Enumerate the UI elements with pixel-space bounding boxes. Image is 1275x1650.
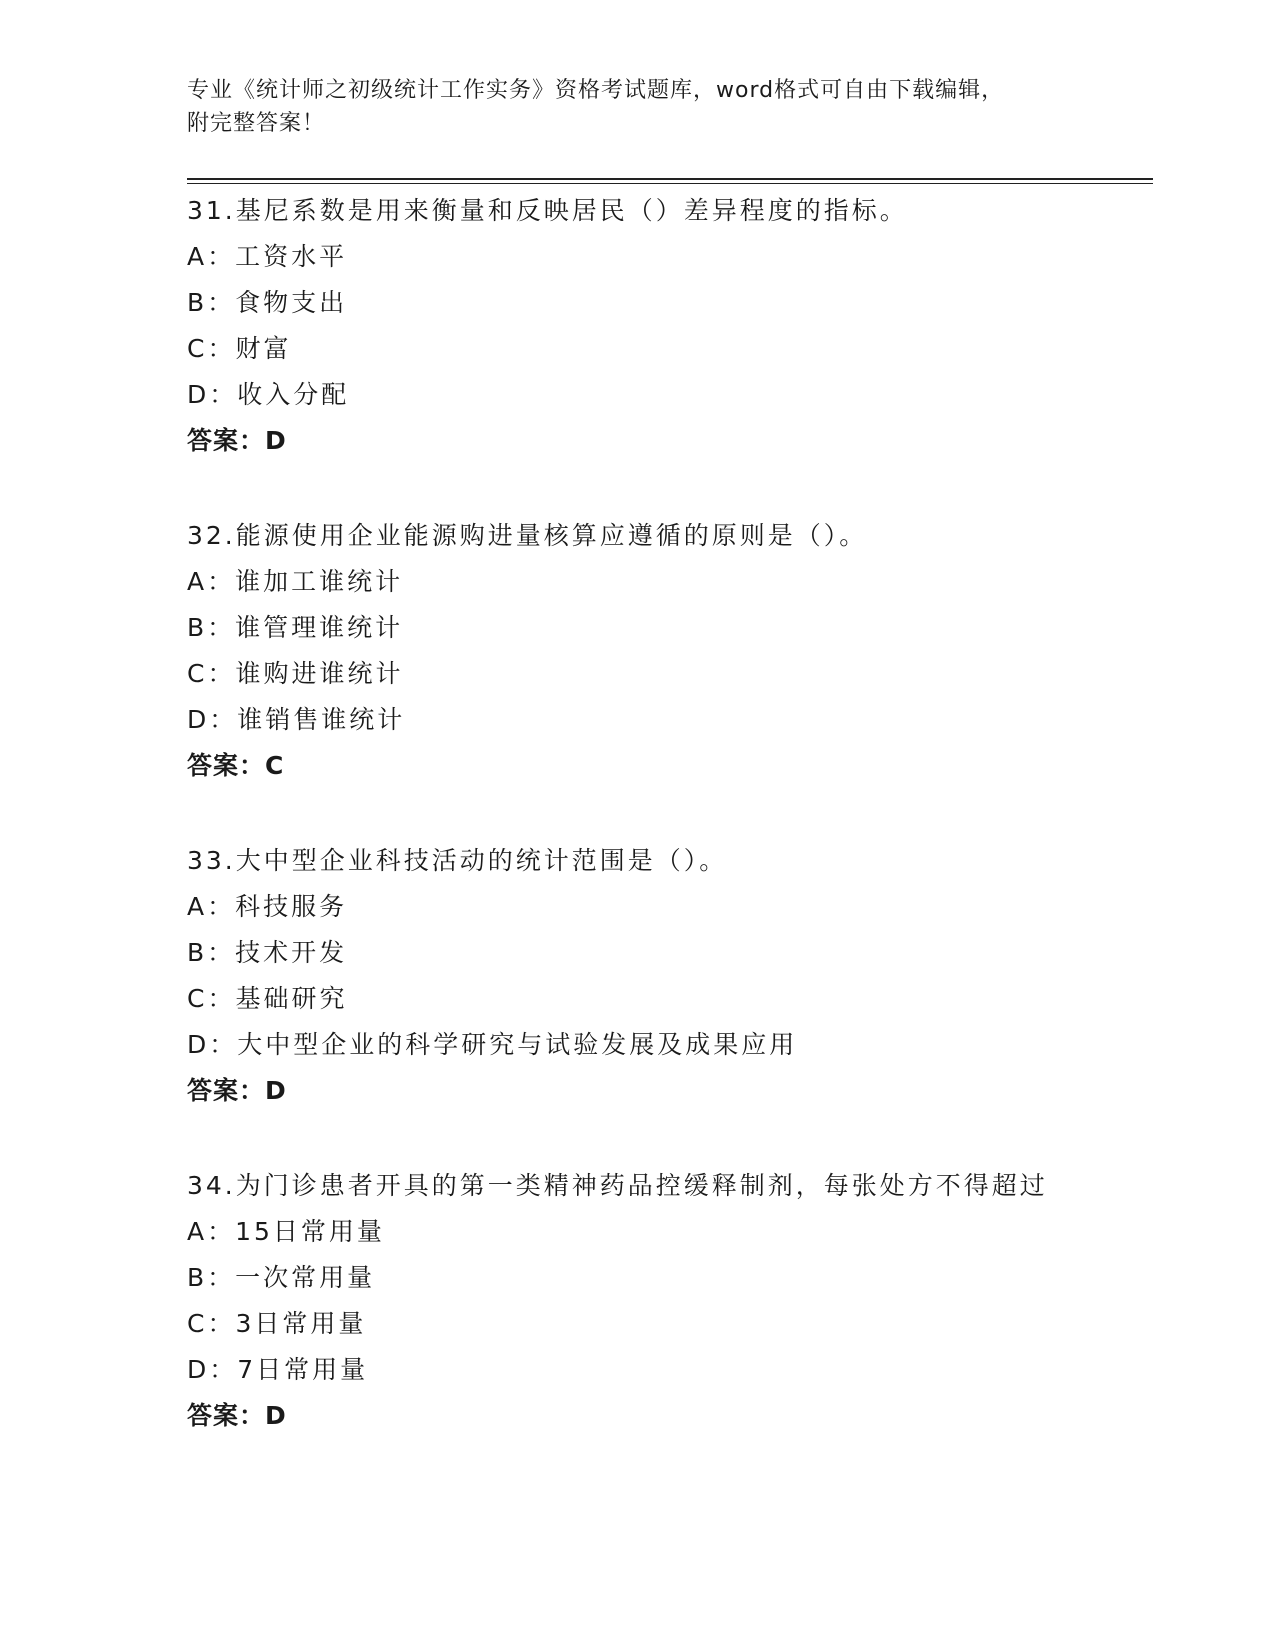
question-34 <box>187 1163 1187 1439</box>
option-b <box>187 930 1187 976</box>
option-key: A： <box>187 892 236 921</box>
option-key: D： <box>187 705 238 734</box>
option-text: 7日常用量 <box>237 1355 369 1384</box>
option-text: 工资水平 <box>235 242 348 271</box>
option-b <box>187 1255 1187 1301</box>
question-stem: 33.大中型企业科技活动的统计范围是（）。 <box>187 846 728 875</box>
option-key: A： <box>187 242 236 271</box>
option-text: 3日常用量 <box>235 1309 367 1338</box>
option-text: 谁销售谁统计 <box>237 705 406 734</box>
option-c <box>187 326 1187 372</box>
option-a <box>187 884 1187 930</box>
option-key: B： <box>187 938 236 967</box>
header-line-2: 附完整答案！ <box>187 111 326 136</box>
question-33 <box>187 838 1187 1114</box>
header-line-1: 专业《统计师之初级统计工作实务》资格考试题库，word格式可自由下载编辑， <box>187 78 1005 103</box>
option-key: C： <box>187 659 236 688</box>
option-text: 财富 <box>235 334 292 363</box>
option-text: 食物支出 <box>235 288 348 317</box>
option-c <box>187 651 1187 697</box>
option-key: D： <box>187 1030 238 1059</box>
option-a <box>187 1209 1187 1255</box>
answer: 答案：D <box>187 1076 287 1105</box>
option-key: C： <box>187 1309 236 1338</box>
question-32 <box>187 513 1187 789</box>
option-d <box>187 372 1187 418</box>
answer: 答案：C <box>187 751 285 780</box>
option-d <box>187 1347 1187 1393</box>
question-31 <box>187 188 1187 464</box>
option-key: D： <box>187 1355 238 1384</box>
option-text: 15日常用量 <box>235 1217 385 1246</box>
answer: 答案：D <box>187 1401 287 1430</box>
option-text: 技术开发 <box>235 938 348 967</box>
question-list <box>187 188 1187 1488</box>
option-key: C： <box>187 984 236 1013</box>
option-text: 一次常用量 <box>235 1263 376 1292</box>
option-key: B： <box>187 1263 236 1292</box>
option-key: C： <box>187 334 236 363</box>
header-divider-thin <box>187 183 1153 184</box>
option-text: 基础研究 <box>235 984 348 1013</box>
option-text: 谁购进谁统计 <box>235 659 404 688</box>
document-header <box>187 74 1087 140</box>
option-a <box>187 234 1187 280</box>
option-d <box>187 697 1187 743</box>
option-key: A： <box>187 567 236 596</box>
header-divider-thick <box>187 178 1153 180</box>
option-d <box>187 1022 1187 1068</box>
option-c <box>187 1301 1187 1347</box>
option-text: 谁管理谁统计 <box>235 613 404 642</box>
option-text: 科技服务 <box>235 892 348 921</box>
option-text: 大中型企业的科学研究与试验发展及成果应用 <box>237 1030 798 1059</box>
question-stem: 32.能源使用企业能源购进量核算应遵循的原则是（）。 <box>187 521 868 550</box>
option-key: B： <box>187 288 236 317</box>
option-key: D： <box>187 380 238 409</box>
question-stem: 34.为门诊患者开具的第一类精神药品控缓释制剂，每张处方不得超过 <box>187 1171 1048 1200</box>
question-stem: 31.基尼系数是用来衡量和反映居民（）差异程度的指标。 <box>187 196 908 225</box>
option-text: 收入分配 <box>237 380 350 409</box>
option-text: 谁加工谁统计 <box>235 567 404 596</box>
answer: 答案：D <box>187 426 287 455</box>
option-key: A： <box>187 1217 236 1246</box>
option-b <box>187 605 1187 651</box>
option-b <box>187 280 1187 326</box>
option-key: B： <box>187 613 236 642</box>
option-a <box>187 559 1187 605</box>
option-c <box>187 976 1187 1022</box>
